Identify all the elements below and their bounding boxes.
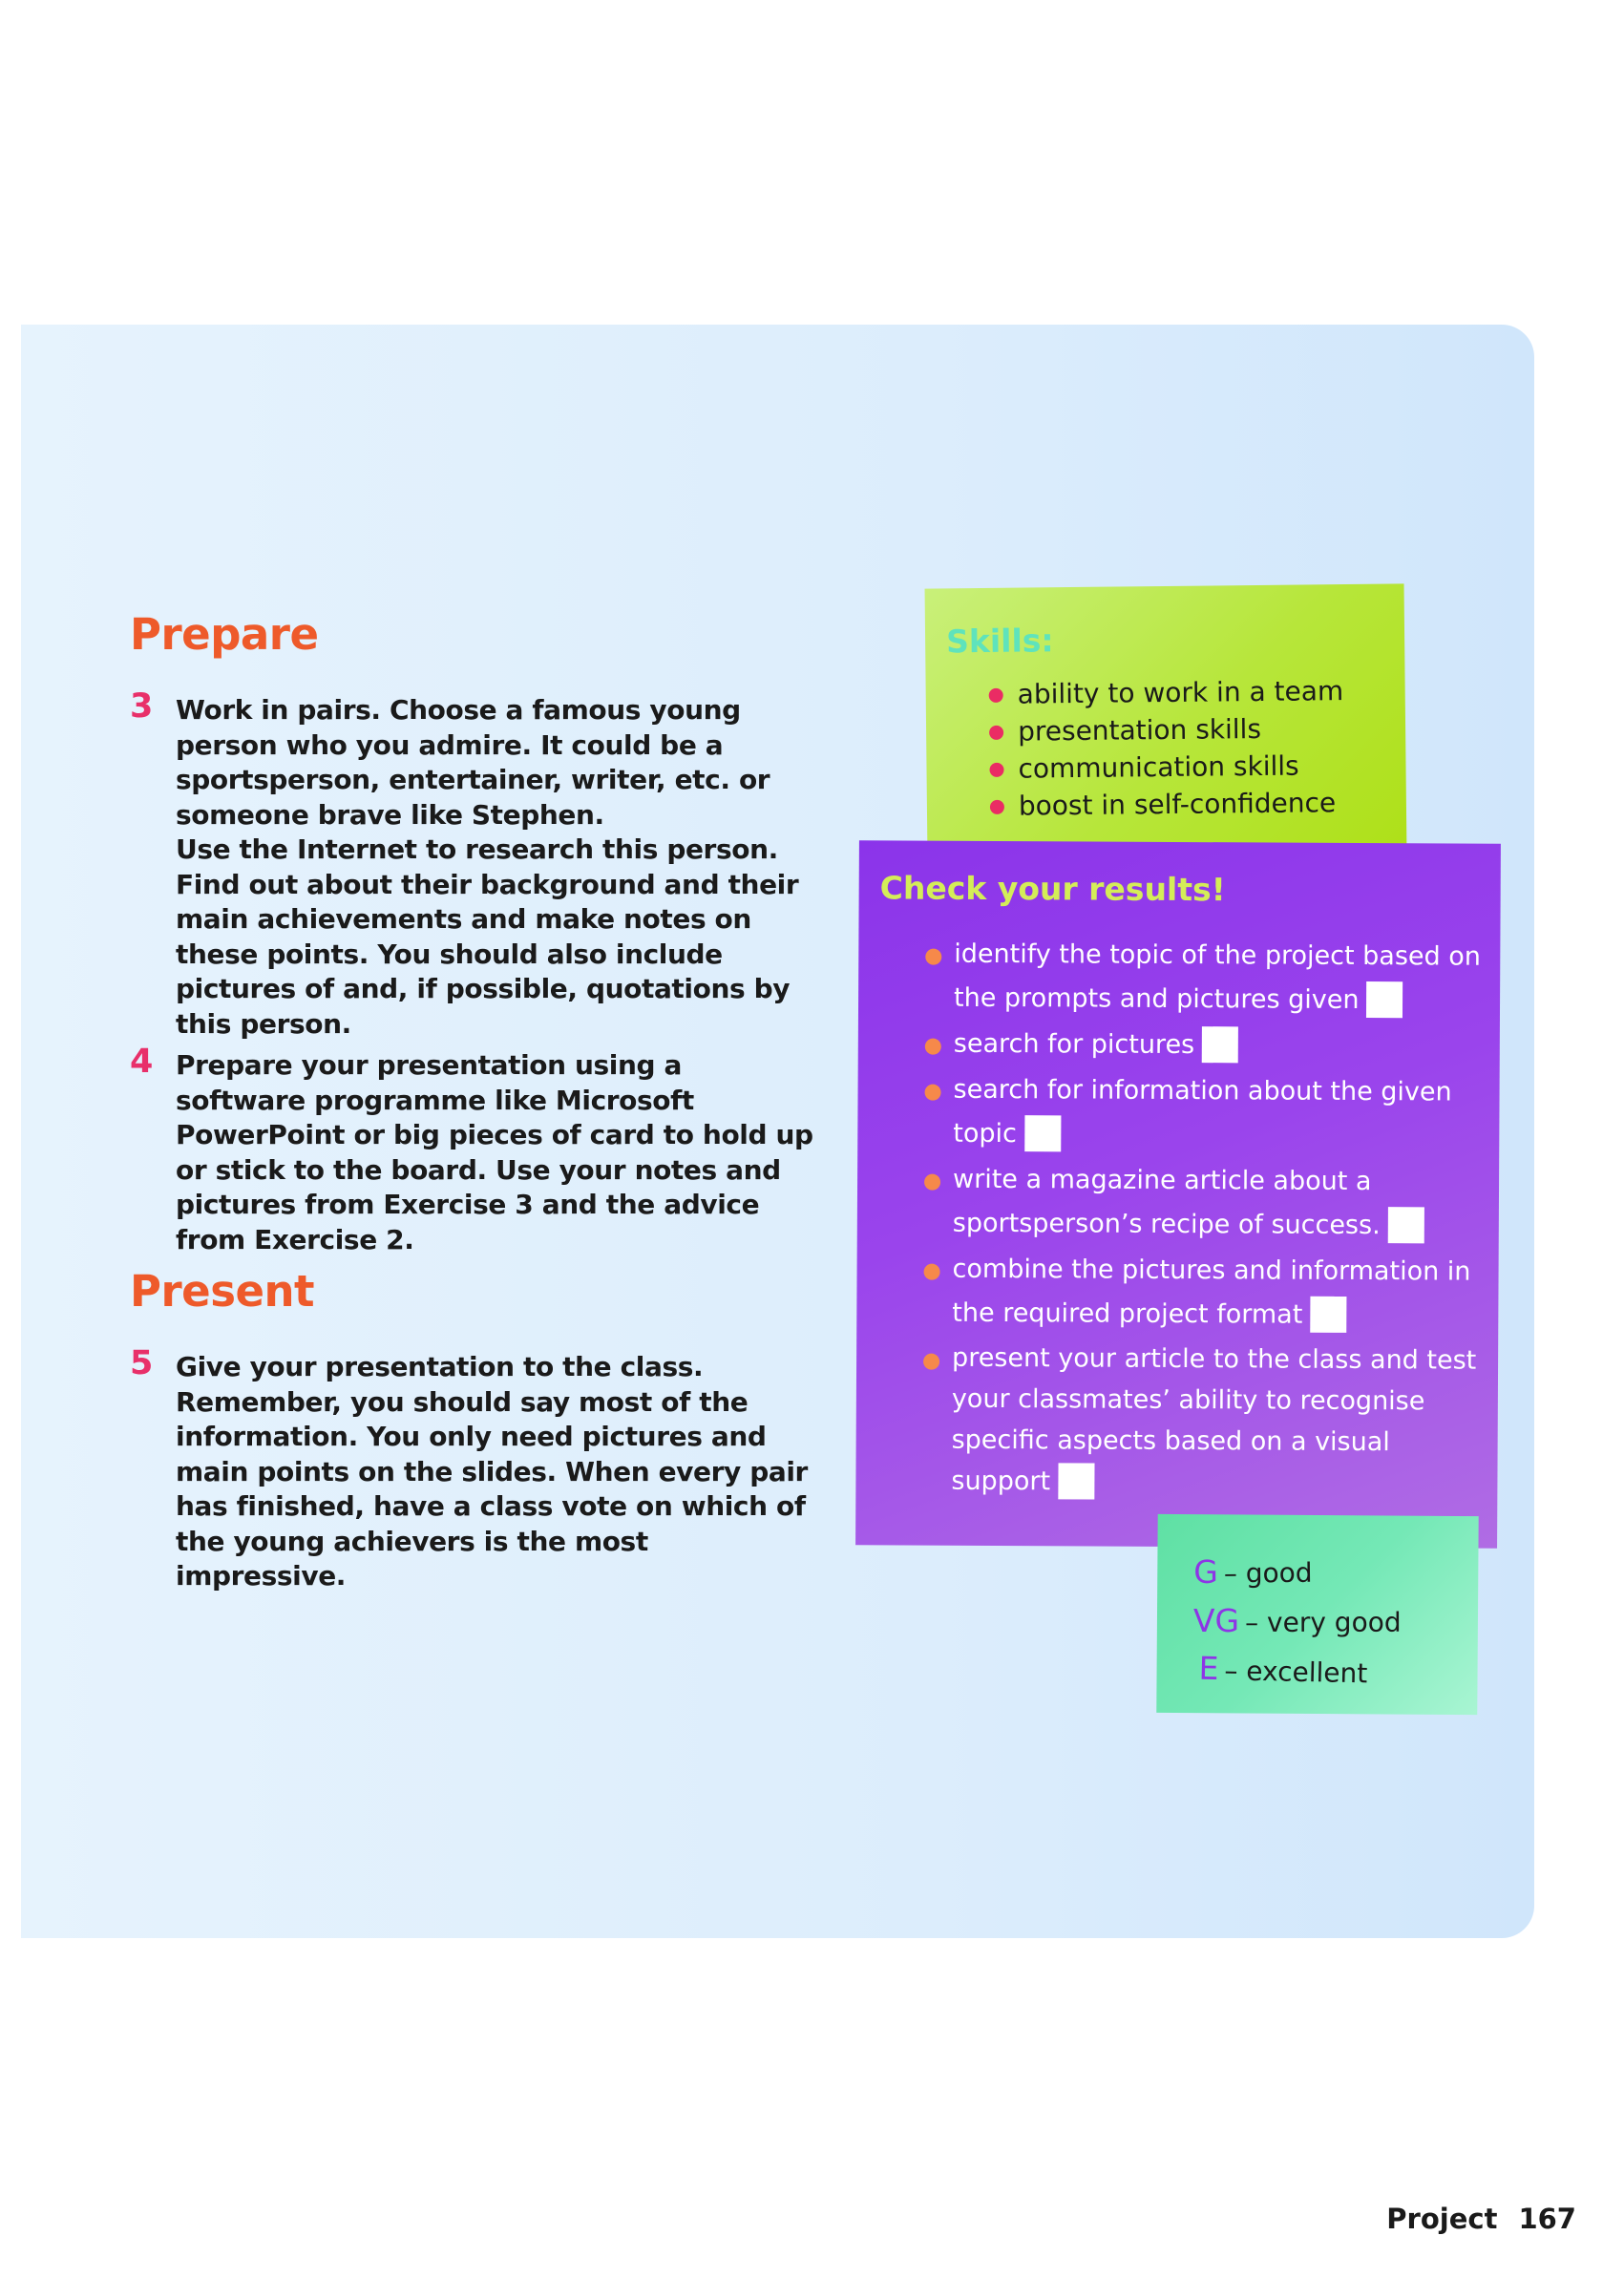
bullet-icon [989, 688, 1003, 703]
skills-list [988, 672, 1344, 825]
list-item [989, 747, 1344, 788]
bullet-icon [925, 1085, 941, 1101]
list-item [923, 1248, 1487, 1339]
footer-section: Project [1386, 2203, 1498, 2235]
list-item-text: communication skills [1018, 749, 1299, 785]
list-item-text: combine the pictures and information in the required project format [952, 1254, 1471, 1330]
checkbox[interactable] [1202, 1026, 1238, 1063]
grades-note [1156, 1514, 1478, 1715]
bullet-icon [989, 763, 1003, 777]
grades-list [1192, 1547, 1402, 1698]
list-item-text: identify the topic of the project based on the prompts and pictures given [953, 939, 1482, 1015]
grade-code: E [1198, 1649, 1219, 1688]
exercise-paragraph: Work in pairs. Choose a famous young person who you admire. It could be a sportsperson, entertainer, writer, etc. or someone brave like Stephen. [176, 694, 770, 831]
page-footer [1386, 2203, 1576, 2235]
grade-label: – very good [1245, 1606, 1402, 1638]
list-item [925, 933, 1488, 1023]
list-item [990, 784, 1345, 825]
page-number: 167 [1518, 2203, 1576, 2235]
skills-note [925, 583, 1407, 857]
list-item-text: search for pictures [953, 1028, 1195, 1061]
grade-item [1193, 1597, 1402, 1647]
list-item-text: write a magazine article about a sportsperson’s recipe of success. [952, 1164, 1381, 1241]
list-item [988, 672, 1343, 713]
present-heading: Present [130, 1266, 315, 1317]
check-results-note [855, 840, 1501, 1549]
grade-label: – good [1223, 1556, 1313, 1590]
list-item-text: presentation skills [1017, 712, 1262, 748]
checkbox[interactable] [1366, 981, 1403, 1018]
exercise-paragraph: Give your presentation to the class. Remember, you should say most of the information. You only need pictures and main points on the slides. When every pair has finished, have a class vote on which of the young achievers is the most impressive. [176, 1351, 808, 1592]
exercise-number: 3 [130, 687, 154, 726]
exercise-paragraph: Prepare your presentation using a software programme like Microsoft PowerPoint or big pieces of card to hold up or stick to the board. Use your notes and pictures from Exercise 3 and the advice from Exercise 2. [176, 1049, 813, 1255]
list-item-text: search for information about the given topic [953, 1074, 1452, 1150]
exercise-5 [130, 1344, 817, 1594]
bullet-icon [925, 1039, 941, 1055]
check-results-title: Check your results! [879, 869, 1226, 909]
grade-code: G [1193, 1552, 1219, 1591]
bullet-icon [924, 1174, 940, 1191]
skills-title: Skills: [945, 622, 1054, 661]
list-item [924, 1158, 1487, 1249]
grade-code: VG [1192, 1601, 1240, 1640]
bullet-icon [923, 1354, 939, 1370]
list-item-text: ability to work in a team [1017, 675, 1344, 710]
list-item-text: boost in self-confidence [1018, 787, 1337, 822]
checkbox[interactable] [1388, 1207, 1424, 1243]
exercise-number: 4 [130, 1043, 154, 1081]
list-item [924, 1068, 1487, 1159]
grade-label: – excellent [1224, 1655, 1368, 1690]
exercise-text [176, 1048, 817, 1257]
checkbox[interactable] [1310, 1296, 1346, 1332]
prepare-heading: Prepare [130, 609, 319, 660]
grade-item [1193, 1547, 1402, 1598]
list-item [925, 1023, 1488, 1069]
checkbox[interactable] [1058, 1463, 1094, 1499]
bullet-icon [990, 800, 1004, 814]
list-item [989, 709, 1344, 750]
exercise-4 [130, 1043, 817, 1257]
exercise-paragraph: Use the Internet to research this person. Find out about their background and their main achievements and make notes on these points. You should also include pictures of and, if possible, quotations by this person. [176, 833, 799, 1040]
bullet-icon [925, 949, 941, 965]
list-item [922, 1338, 1487, 1505]
list-item-text: present your article to the class and test your classmates’ ability to recognise specific aspects based on a visual support [951, 1342, 1477, 1497]
check-results-list [922, 933, 1488, 1507]
exercise-text [176, 693, 817, 1042]
exercise-number: 5 [130, 1344, 154, 1382]
bullet-icon [924, 1264, 940, 1280]
bullet-icon [989, 726, 1003, 740]
exercise-3 [130, 687, 817, 1042]
checkbox[interactable] [1024, 1115, 1061, 1151]
exercise-text [176, 1350, 817, 1594]
grade-item [1198, 1645, 1402, 1698]
